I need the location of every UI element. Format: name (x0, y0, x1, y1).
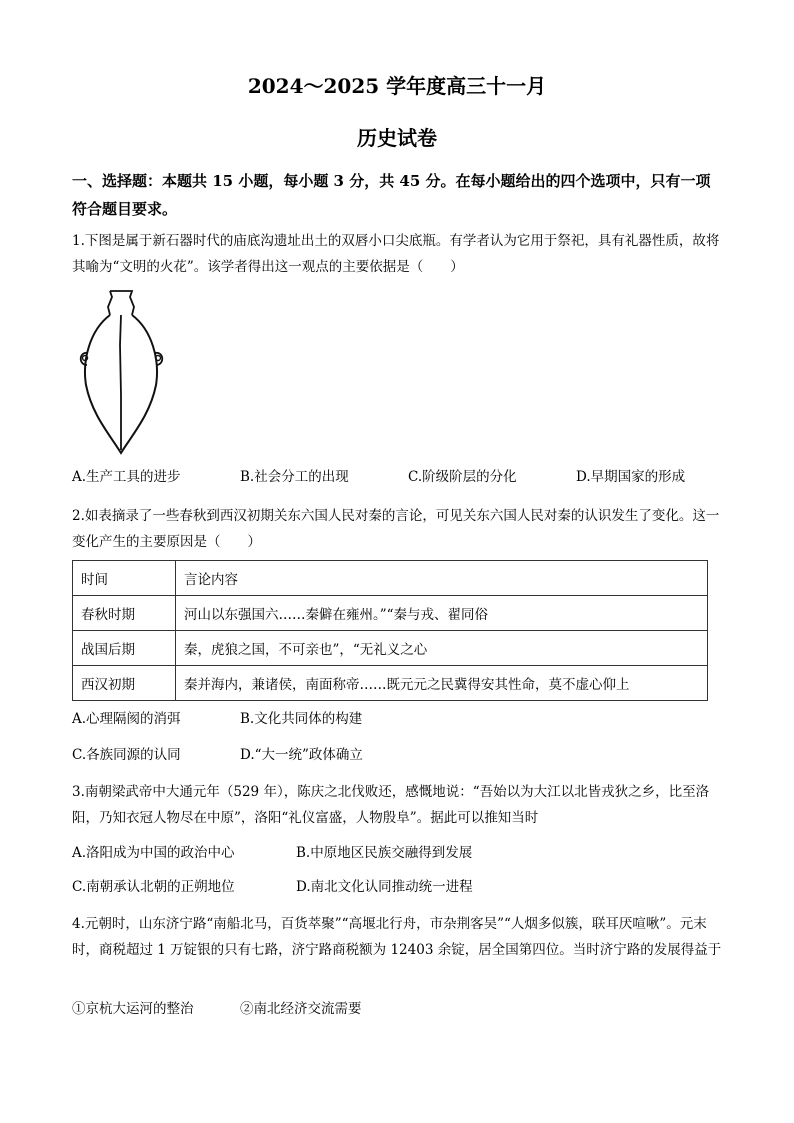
table-cell: 战国后期 (73, 631, 176, 666)
option-d[interactable]: D.南北文化认同推动统一进程 (296, 879, 473, 895)
option-2[interactable]: ②南北经济交流需要 (240, 1001, 362, 1017)
question-3-options-row-2 (72, 874, 722, 900)
option-a[interactable]: A.洛阳成为中国的政治中心 (72, 845, 235, 861)
pointed-bottom-bottle-image (72, 285, 172, 460)
table-header-cell: 言论内容 (176, 561, 708, 596)
question-1-stem: 1.下图是属于新石器时代的庙底沟遗址出土的双唇小口尖底瓶。有学者认为它用于祭祀，具有礼器性质，故将其喻为“文明的火花”。该学者得出这一观点的主要依据是（ ） (72, 233, 720, 275)
table-cell: 春秋时期 (73, 596, 176, 631)
question-4-stem: 4.元朝时，山东济宁路“南船北马，百货萃聚”“高堰北行舟，市杂荆客吴”“人烟多似簇，联耳厌喧啾”。元末时，商税超过 1 万锭银的只有七路，济宁路商税额为 12403 余锭，居全国第四位。当时济宁路的发展得益于 (72, 916, 722, 958)
question-3-stem: 3.南朝梁武帝中大通元年（529 年），陈庆之北伐败还，感慨地说：“吾始以为大江以北皆戎狄之乡，比至洛阳，乃知衣冠人物尽在中原”，洛阳“礼仪富盛，人物殷阜”。据此可以推知当时 (72, 784, 710, 826)
table-header-row (73, 561, 708, 596)
table-cell: 河山以东强国六……秦僻在雍州。”“秦与戎、翟同俗 (176, 596, 708, 631)
option-c[interactable]: C.阶级阶层的分化 (408, 469, 517, 485)
option-a[interactable]: A.生产工具的进步 (72, 469, 181, 485)
table-row (73, 631, 708, 666)
question-1-options (72, 464, 722, 490)
table-cell: 秦，虎狼之国，不可亲也”，“无礼义之心 (176, 631, 708, 666)
table-cell: 西汉初期 (73, 666, 176, 701)
speech-table (72, 560, 708, 701)
question-2-options-row-2 (72, 742, 722, 768)
section-heading: 一、选择题：本题共 15 小题，每小题 3 分，共 45 分。在每小题给出的四个选项中，只有一项符合题目要求。 (72, 172, 711, 218)
question-3-options-row-1 (72, 840, 722, 866)
exam-subject: 历史试卷 (357, 126, 437, 150)
option-b[interactable]: B.文化共同体的构建 (240, 711, 363, 727)
option-c[interactable]: C.南朝承认北朝的正朔地位 (72, 879, 235, 895)
option-c[interactable]: C.各族同源的认同 (72, 747, 181, 763)
option-a[interactable]: A.心理隔阂的消弭 (72, 711, 181, 727)
table-row (73, 596, 708, 631)
question-4-options (72, 996, 722, 1022)
question-2-stem: 2.如表摘录了一些春秋到西汉初期关东六国人民对秦的言论，可见关东六国人民对秦的认识发生了变化。这一变化产生的主要原因是（ ） (72, 508, 720, 550)
table-header-cell: 时间 (73, 561, 176, 596)
option-d[interactable]: D.早期国家的形成 (576, 469, 686, 485)
option-d[interactable]: D.“大一统”政体确立 (240, 747, 363, 763)
option-1[interactable]: ①京杭大运河的整治 (72, 1001, 194, 1017)
exam-title: 2024～2025 学年度高三十一月 (247, 74, 547, 98)
table-cell: 秦并海内，兼诸侯，南面称帝……既元元之民冀得安其性命，莫不虚心仰上 (176, 666, 708, 701)
option-b[interactable]: B.社会分工的出现 (240, 469, 349, 485)
table-row (73, 666, 708, 701)
option-b[interactable]: B.中原地区民族交融得到发展 (296, 845, 473, 861)
question-2-options-row-1 (72, 706, 722, 732)
